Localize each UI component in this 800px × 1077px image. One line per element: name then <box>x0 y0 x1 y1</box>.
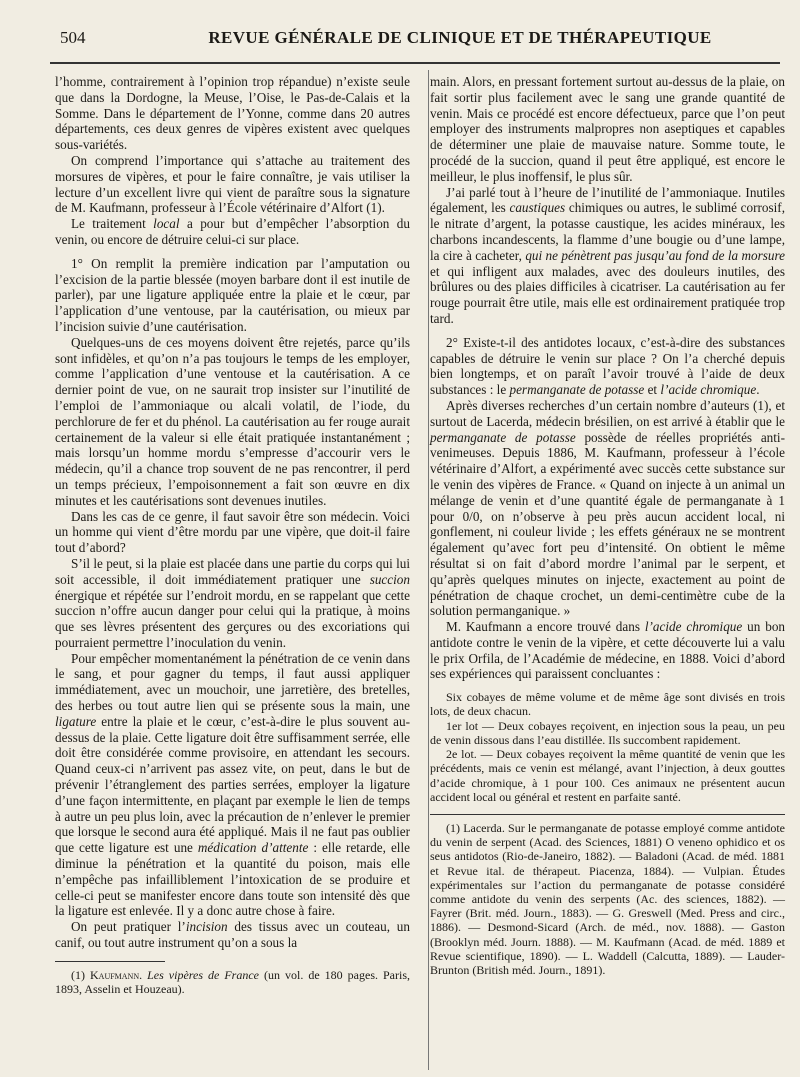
footnote: (1) Kaufmann. Les vipères de France (un vol. de 180 pages. Paris, 1893, Asselin et Houzeau). <box>55 967 410 997</box>
experiment-block <box>430 690 785 804</box>
page-number: 504 <box>60 28 86 47</box>
experiment-paragraph: 1er lot — Deux cobayes reçoivent, en injection sous la peau, un peu de venin dissous dans l’eau distillée. Ils succombent rapidement. <box>430 718 785 747</box>
paragraph: S’il le peut, si la plaie est placée dans une partie du corps qui lui soit accessible, il doit immédiatement pratiquer une succion énergique et répétée sur l’endroit mordu, en se rappelant que cette succion n’offre aucun danger pour celui qui la pratique, à moins que ses lèvres présentent des gerçures ou des excoriations qui pourraient permettre l’inoculation du venin. <box>55 555 410 650</box>
paragraph: Après diverses recherches d’un certain nombre d’auteurs (1), et surtout de Lacerda, médecin brésilien, on est arrivé à établir que le permanganate de potasse possède de réelles propriétés anti-venimeuses. Depuis 1886, M. Kaufmann, professeur à l’école vétérinaire d’Alfort, a expérimenté avec succès cette substance sur le venin des vipères de France. « Quand on injecte à un animal un mélange de venin et d’une quantité égale de permanganate à 1 pour 0/0, on n’observe à peu près aucun accident local, ni gonflement, ni couleur livide ; les effets généraux ne se montrent également qu’avec fort peu d’intensité. On obtient le même résultat si on fait d’abord mordre l’animal par le serpent, et qu’après quelques minutes on injecte, exactement au point de pénétration de chaque crochet, un demi-centimètre cube de la solution permanganique. » <box>430 397 785 619</box>
footnote-rule <box>430 814 785 815</box>
paragraph: Quelques-uns de ces moyens doivent être rejetés, parce qu’ils sont infidèles, et qu’on n’a pas toujours le temps de les employer, comme l’application d’une ventouse et la cautérisation. A ce dernier point de vue, on ne saurait trop insister sur l’inutilité de l’emploi de l’ammoniaque ou alcali volatil, de l’iode, du perchlorure de fer et du phénol. La cautérisation au fer rouge aurait certainement de la valeur si elle était pratiquée instantanément ; mais lorsqu’un homme mordu s’empresse d’accourir vers le médecin, qu’il a chance trop souvent de ne pas rencontrer, il perd un temps précieux, l’empoisonnement a fait son œuvre en dix minutes et les cautérisations sont devenues inutiles. <box>55 334 410 508</box>
paragraph: On peut pratiquer l’incision des tissus avec un couteau, un canif, ou tout autre instrument qu’on a sous la <box>55 919 410 951</box>
paragraph: l’homme, contrairement à l’opinion trop répandue) n’existe seule que dans la Dordogne, la Meuse, l’Oise, le Pas-de-Calais et la Somme. Dans le département de l’Yonne, comme dans 20 autres départements, ces deux genres de vipères existent avec quelques sous-variétés. <box>55 74 410 153</box>
paragraph: 2° Existe-t-il des antidotes locaux, c’est-à-dire des substances capables de détruire le venin sur place ? On l’a cherché depuis bien longtemps, et on paraît l’avoir trouvé à l’aide de deux substances : le permanganate de potasse et l’acide chromique. <box>430 334 785 398</box>
paragraph: M. Kaufmann a encore trouvé dans l’acide chromique un bon antidote contre le venin de la vipère, et cette découverte lui a valu le prix Orfila, de l’Académie de médecine, en 1888. Voici d’abord ses expériences qui paraissent concluantes : <box>430 619 786 682</box>
right-column <box>430 74 785 977</box>
paragraph: Le traitement local a pour but d’empêcher l’absorption du venin, ou encore de détruire celui-ci sur place. <box>55 216 410 247</box>
paragraph: 1° On remplit la première indication par l’amputation ou l’excision de la partie blessée (moyen barbare dont il est inutile de parler), par une ligature appliquée entre la plaie et le cœur, par l’application d’une ventouse, par la cautérisation, ou mieux par l’incision suivie d’une cautérisation. <box>55 255 410 334</box>
footnote: (1) Lacerda. Sur le permanganate de potasse employé comme antidote du venin de serpent (Acad. des Sciences, 1881) O veneno ophidico et os seus antidotos (Rio-de-Janeiro, 1882). — Baladoni (Acad. de méd. 1881 et Revue ital. de thérapeut. Piacenza, 1884). — Vulpian. Études expérimentales sur l’action du permanganate de potasse considéré comme antidote du venin des serpents (Ac. des sciences, 1882). — Fayrer (Brit. méd. Journ., 1883). — G. Greswell (Med. Press and circ., 1886). — Desmond-Sicard (Arch. de méd., nov. 1888). — Gaston (Brooklyn méd. Journ. 1888). — M. Kaufmann (Acad. de méd. 1889 et Revue scientifique, 1890). — L. Waddell (Calcutta, 1889). — Lauder-Brunton (British méd. Journ., 1891). <box>430 820 785 977</box>
paragraph: Pour empêcher momentanément la pénétration de ce venin dans le sang, et pour gagner du temps, il faut aussi appliquer immédiatement, avec un mouchoir, une jarretière, des bretelles, des herbes ou tout autre lien qui se présente sous la main, une ligature entre la plaie et le cœur, c’est-à-dire le plus souvent au-dessus de la plaie. Cette ligature doit être suffisamment serrée, elle doit être considérée comme provisoire, en attendant les secours. Quand ceux-ci n’arrivent pas assez vite, on peut, dans le but de prévenir l’étranglement des parties serrées, employer la ligature d’une façon intermittente, en plaçant par exemple le lien de temps à autre un peu plus loin, avec la précaution de n’enlever le premier que lorsque le second aura été appliqué. Mais il ne faut pas oublier que cette ligature est une médication d’attente : elle retarde, elle diminue la pénétration et la quantité du poison, mais elle n’empêche pas infailliblement l’intoxication de se produire et celle-ci peut se manifester encore dans toute son intensité dès que la ligature est enlevée. Il y a donc autre chose à faire. <box>55 650 410 919</box>
paragraph: On comprend l’importance qui s’attache au traitement des morsures de vipères, et pour le faire connaître, je vais utiliser la lecture d’un excellent livre qui vient de paraître sous la signature de M. Kaufmann, professeur à l’École vétérinaire d’Alfort (1). <box>55 152 410 216</box>
experiment-paragraph: Six cobayes de même volume et de même âge sont divisés en trois lots, de deux chacun. <box>430 690 785 719</box>
paragraph: J’ai parlé tout à l’heure de l’inutilité de l’ammoniaque. Inutiles également, les caustiques chimiques ou autres, le sublimé corrosif, le nitrate d’argent, la potasse caustique, les acides minéraux, les charbons incandescents, la flamme d’une bougie ou d’une lampe, la cire à cacheter, qui ne pénètrent pas jusqu’au fond de la morsure et qui infligent aux malades, avec des douleurs inutiles, des brûlures ou des plaies difficiles à cicatriser. La cautérisation au fer rouge pourrait être utile, mais elle est ordinairement pratiquée trop tard. <box>430 184 785 326</box>
paragraph: main. Alors, en pressant fortement surtout au-dessus de la plaie, on fait sortir plus facilement avec le sang une grande quantité de venin. Mais ce procédé est encore défectueux, parce que l’on peut employer des instruments malpropres non aseptiques et capables de déterminer une plaie de mauvaise nature. Somme toute, le procédé de la succion, quand il peut être appliqué, est encore le meilleur, le plus inoffensif, le plus sûr. <box>430 74 785 184</box>
paragraph: Dans les cas de ce genre, il faut savoir être son médecin. Voici un homme qui vient d’être mordu par une vipère, que doit-il faire tout d’abord? <box>55 508 410 556</box>
left-column <box>55 74 410 996</box>
column-divider <box>428 70 429 1070</box>
header-rule <box>50 62 780 64</box>
experiment-paragraph: 2e lot. — Deux cobayes reçoivent la même quantité de venin que les précédents, mais ce venin est mélangé, avant l’injection, à deux gouttes d’acide chromique, à 1 pour 100. Ces animaux ne présentent aucun accident local ou général et restent en parfaite santé. <box>430 747 785 804</box>
footnote-rule <box>55 961 165 962</box>
running-title: REVUE GÉNÉRALE DE CLINIQUE ET DE THÉRAPEUTIQUE <box>208 28 712 47</box>
page-header <box>60 28 760 52</box>
